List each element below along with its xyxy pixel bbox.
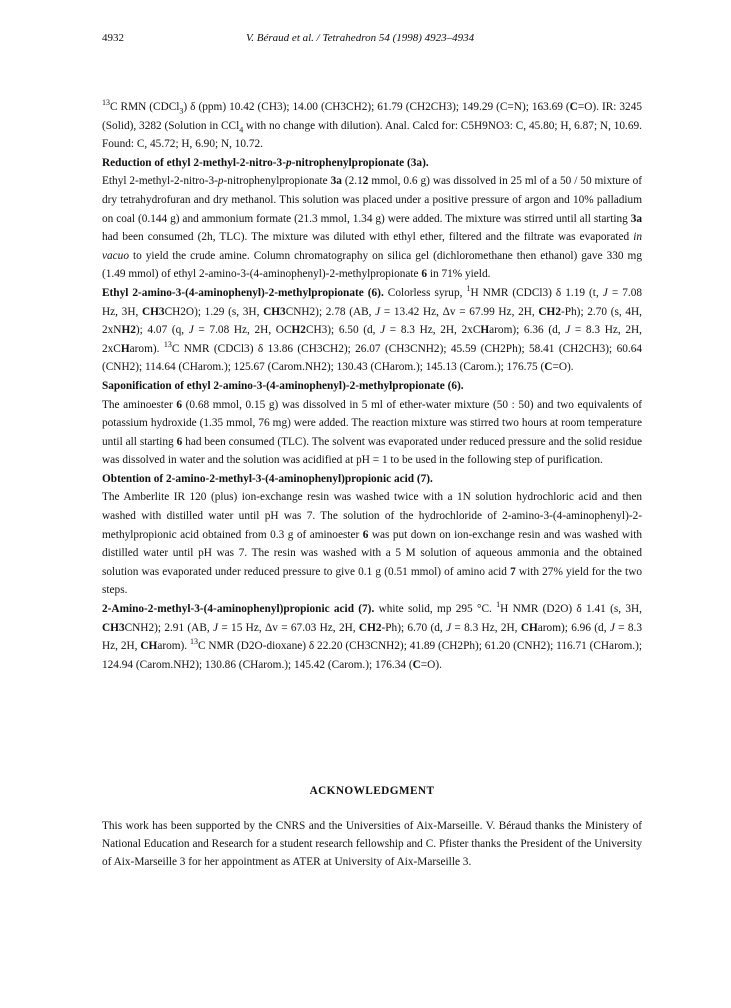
running-head: V. Béraud et al. / Tetrahedron 54 (1998) 4923–4934	[246, 32, 475, 44]
page-number: 4932	[102, 32, 124, 44]
acknowledgment-heading: ACKNOWLEDGMENT	[309, 785, 435, 797]
body-paragraph: Ethyl 2-methyl-2-nitro-3-p-nitrophenylpropionate 3a (2.12 mmol, 0.6 g) was dissolved in 25 ml of a 50 / 50 mixture of dry tetrahydrofuran and dry methanol. This solution was placed under a positive pressure of argon and 10% palladium on coal (0.144 g) and ammonium formate (21.3 mmol, 1.34 g) were added. The mixture was stirred until all starting 3a had been consumed (2h, TLC). The mixture was diluted with ethyl ether, filtered and the filtrate was evaporated in vacuo to yield the crude amine. Column chromatography on silica gel (dichloromethane then ethanol) gave 330 mg (1.49 mmol) of ethyl 2-amino-3-(4-aminophenyl)-2-methylpropionate 6 in 71% yield.	[102, 175, 642, 281]
body-paragraph: The Amberlite IR 120 (plus) ion-exchange resin was washed twice with a 1N solution hydrochloric acid and then washed with distilled water until pH was 7. The solution of the hydrochloride of 2-amino-3-(4-aminophenyl)-2-methylpropionic acid obtained from 0.3 g of aminoester 6 was put down on ion-exchange resin and was washed with distilled water until pH was 7. The resin was washed with a 5 M solution of aqueous ammonia and the obtained solution was evaporated under reduced pressure to give 0.1 g (0.51 mmol) of amino acid 7 with 27% yield for the two steps.	[102, 491, 643, 597]
section-heading: Obtention of 2-amino-2-methyl-3-(4-aminophenyl)propionic acid (7).	[102, 472, 433, 485]
section-heading: Saponification of ethyl 2-amino-3-(4-aminophenyl)-2-methylpropionate (6).	[102, 379, 464, 392]
body-paragraph: Ethyl 2-amino-3-(4-aminophenyl)-2-methylpropionate (6). Colorless syrup, $^1$H NMR (CDCl3) δ 1.19 (t, J = 7.08 Hz, 3H, CH3CH2O); 1.29 (s, 3H, CH3CNH2); 2.78 (AB, J = 13.42 Hz, Δv = 67.99 Hz, 2H, CH2-Ph); 2.70 (s, 4H, 2xNH2); 4.07 (q, J = 7.08 Hz, 2H, OCH2CH3); 6.50 (d, J = 8.3 Hz, 2H, 2xCHarom); 6.36 (d, J = 8.3 Hz, 2H, 2xCHarom). $^{13}$C NMR (CDCl3) δ 13.86 (CH3CH2); 26.07 (CH3CNH2); 45.59 (CH2Ph); 58.41 (CH2CH3); 60.64 (CNH2); 114.64 (CHarom.); 125.67 (Carom.NH2); 130.43 (CHarom.); 145.13 (Carom.); 176.75 (C=O).	[102, 284, 642, 374]
body-paragraph: 2-Amino-2-methyl-3-(4-aminophenyl)propionic acid (7). white solid, mp 295 °C. $^1$H NMR (D2O) δ 1.41 (s, 3H, CH3CNH2); 2.91 (AB, J = 15 Hz, Δv = 67.03 Hz, 2H, CH2-Ph); 6.70 (d, J = 8.3 Hz, 2H, CHarom); 6.96 (d, J = 8.3 Hz, 2H, CHarom). $^{13}$C NMR (D2O-dioxane) δ 22.20 (CH3CNH2); 41.89 (CH2Ph); 61.20 (CNH2); 116.71 (CHarom.); 124.94 (Carom.NH2); 130.86 (CHarom.); 145.42 (Carom.); 176.34 (C=O).	[102, 600, 642, 671]
acknowledgment-text: This work has been supported by the CNRS and the Universities of Aix-Marseille. V. Béraud thanks the Ministery of National Education and Research for a student research fellowship and C. Pfister thanks the President of the University of Aix-Marseille 3 for her appointment as ATER at University of Aix-Marseille 3.	[102, 820, 642, 868]
section-heading: Reduction of ethyl 2-methyl-2-nitro-3-p-nitrophenylpropionate (3a).	[102, 156, 429, 169]
body-paragraph: $^{13}$C RMN (CDCl$_3$) δ (ppm) 10.42 (CH3); 14.00 (CH3CH2); 61.79 (CH2CH3); 149.29 (C=N); 163.69 (C=O). IR: 3245 (Solid), 3282 (Solution in CCl$_4$ with no change with dilution). Anal. Calcd for: C5H9NO3: C, 45.80; H, 6.87; N, 10.69. Found: C, 45.72; H, 6.90; N, 10.72.	[102, 98, 642, 151]
article-body	[102, 98, 642, 674]
body-paragraph: The aminoester 6 (0.68 mmol, 0.15 g) was dissolved in 5 ml of ether-water mixture (50 : 50) and two equivalents of potassium hydroxide (1.35 mmol, 76 mg) were added. The reaction mixture was stirred two hours at room temperature until all starting 6 had been consumed (TLC). The solvent was evaporated under reduced pressure and the solid residue was dissolved in water and the solution was acidified at pH = 1 to be used in the following step of purification.	[102, 398, 642, 467]
